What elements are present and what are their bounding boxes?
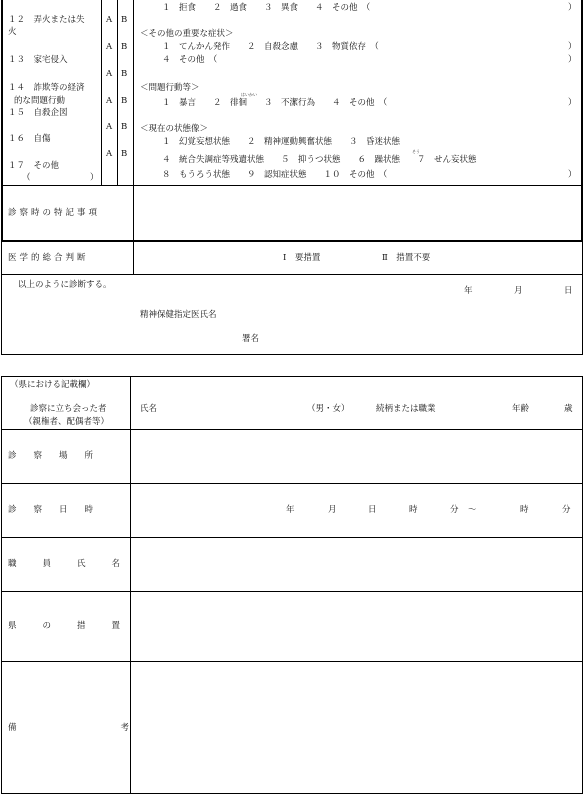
judgment-right-border bbox=[582, 242, 583, 355]
item-14-label: １４ 詐欺等の経済 bbox=[8, 83, 85, 93]
behavior-heading: ＜問題行動等＞ bbox=[140, 83, 200, 93]
item-14-a[interactable]: A bbox=[106, 69, 113, 79]
witness-name-label: 氏名 bbox=[140, 404, 158, 414]
pref-left-border bbox=[1, 376, 2, 794]
eating-options: １ 拒食 ２ 過食 ３ 異食 ４ その他 （ bbox=[162, 3, 371, 13]
dt-month: 月 bbox=[328, 505, 337, 515]
close-paren-behavior: ） bbox=[568, 98, 577, 108]
item-12-label-cont: 火 bbox=[8, 27, 17, 37]
other-symptoms-heading: ＜その他の重要な症状＞ bbox=[140, 29, 234, 39]
judgment-option-required[interactable]: Ⅰ 要措置 bbox=[283, 253, 321, 263]
state-row-2: ４ 統合失調症等残遺状態 ５ 抑うつ状態 ６ 躁状態 ７ せん妄状態 bbox=[162, 155, 477, 165]
state-heading: ＜現在の状態像＞ bbox=[140, 124, 209, 134]
witness-label-note: （親権者、配偶者等） bbox=[24, 417, 110, 427]
pref-row-divider-2 bbox=[1, 483, 583, 484]
pref-header: （県における記載欄） bbox=[10, 380, 96, 390]
state-row-1: １ 幻覚妄想状態 ２ 精神運動興奮状態 ３ 昏迷状態 bbox=[162, 137, 401, 147]
exam-place-field[interactable] bbox=[131, 430, 582, 483]
exam-datetime-label: 診察日時 bbox=[8, 505, 111, 515]
item-13-label: １３ 家宅侵入 bbox=[8, 55, 68, 65]
staff-name-field[interactable] bbox=[131, 538, 582, 591]
dt-hour-end: 時 bbox=[520, 505, 529, 515]
close-paren-other-2: ） bbox=[568, 55, 577, 65]
item-12-a[interactable]: A bbox=[106, 15, 113, 25]
item-17-b[interactable]: B bbox=[121, 149, 128, 159]
item-16-a[interactable]: A bbox=[106, 122, 113, 132]
item-15-b[interactable]: B bbox=[121, 96, 128, 106]
item-13-a[interactable]: A bbox=[106, 42, 113, 52]
item-14-label-cont: 的な問題行動 bbox=[14, 96, 66, 106]
item-15-a[interactable]: A bbox=[106, 96, 113, 106]
item-16-b[interactable]: B bbox=[121, 122, 128, 132]
state-row-3: ８ もうろう状態 ９ 認知症状態 １０ その他 （ bbox=[162, 170, 388, 180]
close-paren-state: ） bbox=[568, 170, 577, 180]
pref-measure-field[interactable] bbox=[131, 592, 582, 661]
behavior-row-1: １ 暴言 ２ 徘徊 ３ 不潔行為 ４ その他 （ bbox=[162, 98, 388, 108]
exam-place-label: 診察場所 bbox=[8, 451, 111, 461]
remarks-label-second-char: 考 bbox=[120, 723, 130, 733]
special-notes-field[interactable] bbox=[134, 186, 581, 240]
upper-right-border bbox=[581, 0, 583, 242]
witness-age-label: 年齢 bbox=[512, 404, 530, 414]
dt-year: 年 bbox=[286, 505, 295, 515]
certify-day: 日 bbox=[564, 286, 573, 296]
item-12-label: １２ 弄火または失 bbox=[8, 15, 85, 25]
dt-minute-end: 分 bbox=[562, 505, 571, 515]
close-paren-other-1: ） bbox=[568, 42, 577, 52]
pref-right-border bbox=[582, 376, 583, 794]
close-paren-eating: ） bbox=[568, 3, 577, 13]
other-symptoms-row-1: １ てんかん発作 ２ 自殺念慮 ３ 物質依存 （ bbox=[162, 42, 379, 52]
special-notes-label: 診察時の特記事項 bbox=[8, 208, 101, 218]
haikai-ruby: はいかい bbox=[241, 92, 257, 97]
item-17-a[interactable]: A bbox=[106, 149, 113, 159]
pref-measure-label: 県の措置 bbox=[8, 621, 147, 631]
doctor-name-label: 精神保健指定医氏名 bbox=[140, 310, 217, 320]
item-17-paren: （ ） bbox=[22, 173, 99, 183]
dt-hour: 時 bbox=[409, 505, 418, 515]
upper-bottom-border bbox=[1, 354, 583, 355]
remarks-label-first-char: 備 bbox=[8, 723, 17, 733]
row-divider-notes bbox=[1, 240, 583, 242]
dt-tilde: ～ bbox=[468, 505, 477, 515]
judgment-option-not-required[interactable]: Ⅱ 措置不要 bbox=[382, 253, 431, 263]
certify-month: 月 bbox=[514, 286, 523, 296]
staff-name-label: 職員氏名 bbox=[8, 559, 147, 569]
pref-bottom-border bbox=[1, 793, 583, 794]
judgment-label: 医学的総合判断 bbox=[8, 253, 89, 263]
row-divider-judgment bbox=[1, 274, 583, 275]
item-15-label: １５ 自殺企図 bbox=[8, 108, 68, 118]
witness-label: 診察に立ち会った者 bbox=[30, 404, 107, 414]
dt-day: 日 bbox=[368, 505, 377, 515]
item-12-b[interactable]: B bbox=[121, 15, 128, 25]
remarks-field[interactable] bbox=[131, 662, 582, 793]
sou-ruby: そう bbox=[412, 149, 420, 154]
witness-gender[interactable]: （男・女） bbox=[307, 404, 350, 414]
col-divider-1 bbox=[101, 0, 102, 186]
item-16-label: １６ 自傷 bbox=[8, 134, 51, 144]
item-13-b[interactable]: B bbox=[121, 42, 128, 52]
remarks-label-left bbox=[8, 724, 129, 733]
witness-relation-label: 続柄または職業 bbox=[376, 404, 436, 414]
signature-label: 署名 bbox=[242, 334, 260, 344]
witness-age-unit: 歳 bbox=[564, 404, 573, 414]
certify-year: 年 bbox=[464, 286, 473, 296]
col-divider-2 bbox=[117, 0, 118, 186]
dt-minute: 分 bbox=[450, 505, 459, 515]
upper-left-border bbox=[1, 0, 3, 242]
item-17-label: １７ その他 bbox=[8, 161, 60, 171]
certify-statement: 以上のように診断する。 bbox=[18, 280, 112, 290]
other-symptoms-row-2: ４ その他 （ bbox=[162, 55, 218, 65]
item-14-b[interactable]: B bbox=[121, 69, 128, 79]
pref-top-border bbox=[1, 376, 583, 377]
judgment-left-border bbox=[1, 242, 2, 355]
